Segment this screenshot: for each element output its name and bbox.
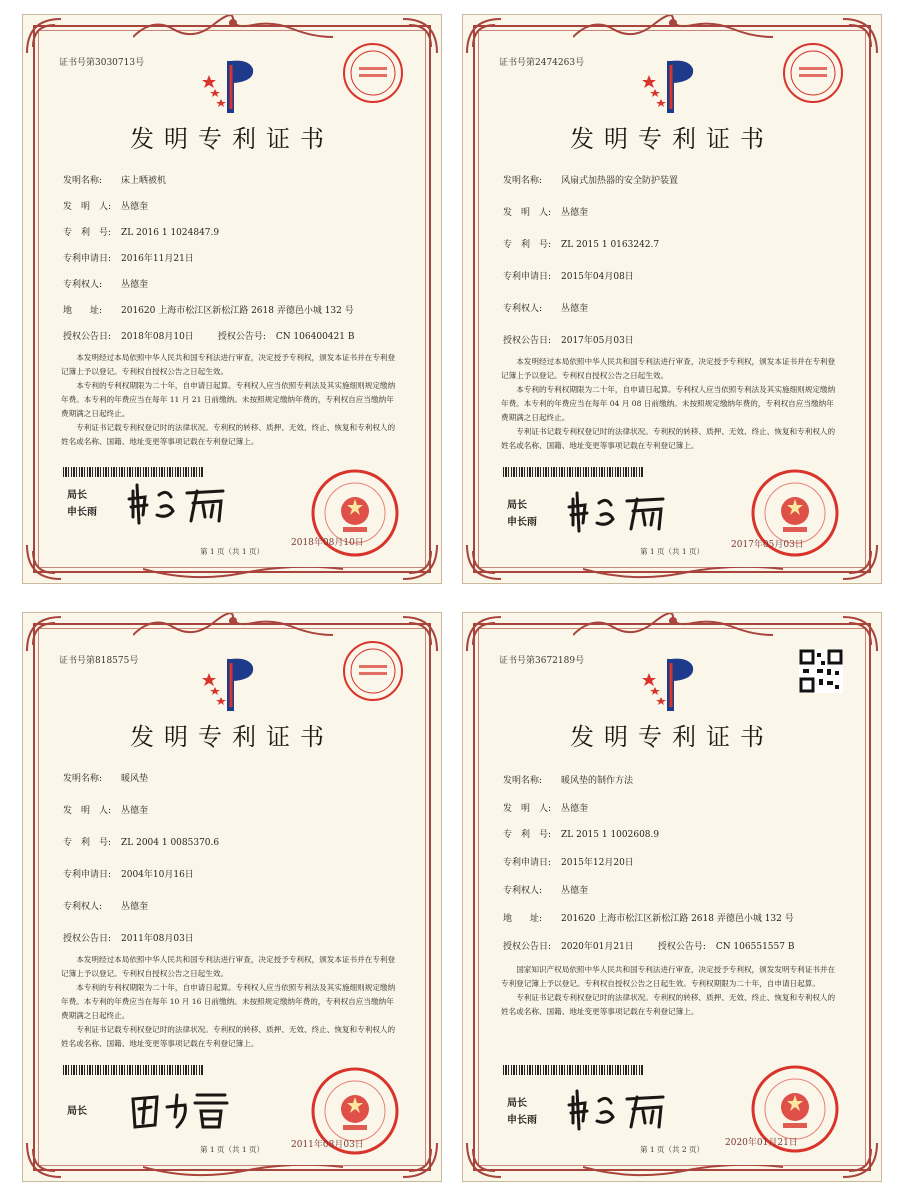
field-label: 授权公告号: bbox=[657, 942, 706, 952]
field-value: CN 106400421 B bbox=[275, 332, 355, 342]
certificate-number: 证书号第818575号 bbox=[59, 656, 139, 666]
patent-holder-row bbox=[63, 277, 148, 290]
field-value: 风扇式加热器的安全防护装置 bbox=[561, 176, 679, 186]
barcode bbox=[503, 467, 643, 477]
field-value: 丛德奎 bbox=[121, 806, 149, 816]
certificate-body bbox=[501, 963, 841, 1019]
patent-holder-row bbox=[503, 301, 588, 314]
body-paragraph: 专利证书记载专利权登记时的法律状况。专利权的转移、质押、无效、终止、恢复和专利权人的姓名或名称、国籍、地址变更等事项记载在专利登记簿上。 bbox=[501, 427, 836, 450]
certificate-number: 证书号第3030713号 bbox=[59, 58, 145, 68]
field-value: 丛德奎 bbox=[561, 208, 589, 218]
field-value: 丛德奎 bbox=[121, 280, 149, 290]
barcode bbox=[63, 467, 203, 477]
field-label: 授权公告日: bbox=[63, 332, 112, 342]
field-value: ZL 2004 1 0085370.6 bbox=[121, 838, 220, 848]
director-signature bbox=[127, 481, 237, 527]
patent-office-logo-icon bbox=[201, 653, 263, 715]
barcode bbox=[503, 1065, 643, 1075]
corner-ornament bbox=[465, 17, 503, 55]
agency-seal-icon bbox=[341, 639, 405, 703]
director-title: 局长 bbox=[67, 490, 87, 501]
corner-ornament bbox=[841, 17, 879, 55]
body-paragraph: 本发明经过本局依照中华人民共和国专利法进行审查，决定授予专利权，颁发本证书并在专利登记簿上予以登记。专利权自授权公告之日起生效。 bbox=[501, 357, 836, 380]
corner-ornament bbox=[401, 17, 439, 55]
certificate-number: 证书号第3672189号 bbox=[499, 656, 585, 666]
grant-date-row bbox=[503, 333, 634, 346]
invention-name-row bbox=[503, 773, 633, 786]
page-number: 第 1 页（共 2 页） bbox=[639, 1145, 705, 1154]
address-row bbox=[63, 303, 354, 316]
field-value: ZL 2015 1 1002608.9 bbox=[561, 830, 660, 840]
patent-number-row bbox=[503, 237, 659, 250]
certificate-number: 证书号第2474263号 bbox=[499, 58, 585, 68]
patent-number-row bbox=[63, 835, 219, 848]
field-label: 专利权人: bbox=[63, 902, 103, 912]
field-label: 专利申请日: bbox=[503, 272, 552, 282]
invention-name-row bbox=[63, 771, 148, 784]
director-signature bbox=[567, 489, 677, 535]
bottom-ornament bbox=[143, 567, 343, 583]
filing-date-row bbox=[503, 855, 634, 868]
field-value: 2011年08月03日 bbox=[121, 934, 194, 944]
patent-certificate-1 bbox=[22, 14, 442, 584]
body-paragraph: 本专利的专利权期限为二十年，自申请日起算。专利权人应当依照专利法及其实施细则规定缴纳年费。本专利的年费应当在每年 10 月 16 日前缴纳。未按照规定缴纳年费的，专利权自应当缴纳年费期满之日起终止。 bbox=[61, 983, 396, 1020]
field-value: ZL 2016 1 1024847.9 bbox=[121, 228, 220, 238]
director-block bbox=[507, 497, 537, 531]
field-label: 授权公告号: bbox=[217, 332, 266, 342]
field-label: 发明名称: bbox=[63, 774, 103, 784]
address-row bbox=[503, 911, 794, 924]
director-name: 申长雨 bbox=[507, 517, 537, 528]
field-label: 专 利 号: bbox=[63, 838, 112, 848]
body-paragraph: 本发明经过本局依照中华人民共和国专利法进行审查，决定授予专利权，颁发本证书并在专利登记簿上予以登记。专利权自授权公告之日起生效。 bbox=[61, 955, 396, 978]
body-paragraph: 本发明经过本局依照中华人民共和国专利法进行审查，决定授予专利权，颁发本证书并在专利登记簿上予以登记。专利权自授权公告之日起生效。 bbox=[61, 353, 396, 376]
body-paragraph: 本专利的专利权期限为二十年，自申请日起算。专利权人应当依照专利法及其实施细则规定缴纳年费。本专利的年费应当在每年 04 月 08 日前缴纳。未按照规定缴纳年费的，专利权自应当缴纳年费期满之日起终止。 bbox=[501, 385, 836, 422]
director-block bbox=[67, 1103, 87, 1120]
field-value: 床上晒被机 bbox=[121, 176, 167, 186]
inventor-row bbox=[63, 199, 148, 212]
director-name: 申长雨 bbox=[67, 507, 97, 518]
certificate-title: 发明专利证书 bbox=[570, 723, 774, 751]
grant-date-row bbox=[63, 931, 194, 944]
bottom-ornament bbox=[143, 1165, 343, 1181]
filing-date-row bbox=[63, 867, 194, 880]
field-label: 专 利 号: bbox=[503, 830, 552, 840]
field-value: 2016年11月21日 bbox=[121, 254, 194, 264]
body-paragraph: 国家知识产权局依照中华人民共和国专利法进行审查，决定授予专利权，颁发发明专利证书并在专利登记簿上予以登记。专利权自授权公告之日起生效。专利权期限为二十年，自申请日起算。 bbox=[501, 965, 836, 988]
director-signature bbox=[127, 1087, 237, 1133]
patent-certificate-4 bbox=[462, 612, 882, 1182]
certificate-body bbox=[501, 355, 841, 453]
field-label: 专 利 号: bbox=[63, 228, 112, 238]
director-title: 局长 bbox=[67, 1106, 87, 1117]
patent-certificate-3 bbox=[22, 612, 442, 1182]
patent-certificate-2 bbox=[462, 14, 882, 584]
body-paragraph: 专利证书记载专利权登记时的法律状况。专利权的转移、质押、无效、终止、恢复和专利权人的姓名或名称、国籍、地址变更等事项记载在专利登记簿上。 bbox=[61, 423, 396, 446]
barcode bbox=[63, 1065, 203, 1075]
agency-seal-icon bbox=[781, 41, 845, 105]
field-label: 发 明 人: bbox=[63, 202, 112, 212]
corner-ornament bbox=[401, 615, 439, 653]
seal-date: 2018年08月10日 bbox=[291, 538, 364, 548]
seal-date: 2011年08月03日 bbox=[291, 1140, 364, 1150]
field-value: 丛德奎 bbox=[561, 804, 589, 814]
corner-ornament bbox=[25, 615, 63, 653]
director-title: 局长 bbox=[507, 500, 527, 511]
patent-number-row bbox=[503, 827, 659, 840]
certificate-title: 发明专利证书 bbox=[130, 125, 334, 153]
field-value: 2018年08月10日 bbox=[121, 332, 194, 342]
filing-date-row bbox=[63, 251, 194, 264]
page-number: 第 1 页（共 1 页） bbox=[199, 1145, 265, 1154]
top-ornament bbox=[133, 15, 333, 39]
top-ornament bbox=[573, 15, 773, 39]
body-paragraph: 专利证书记载专利权登记时的法律状况。专利权的转移、质押、无效、终止、恢复和专利权人的姓名或名称、国籍、地址变更等事项记载在专利登记簿上。 bbox=[61, 1025, 396, 1048]
patent-number-row bbox=[63, 225, 219, 238]
field-label: 发 明 人: bbox=[63, 806, 112, 816]
qr-code-icon bbox=[799, 649, 843, 693]
invention-name-row bbox=[63, 173, 166, 186]
director-block bbox=[67, 487, 97, 521]
field-label: 专利权人: bbox=[503, 886, 543, 896]
field-value: CN 106551557 B bbox=[715, 942, 795, 952]
field-value: 丛德奎 bbox=[561, 304, 589, 314]
page-number: 第 1 页（共 1 页） bbox=[199, 547, 265, 556]
certificate-title: 发明专利证书 bbox=[130, 723, 334, 751]
field-value: ZL 2015 1 0163242.7 bbox=[561, 240, 660, 250]
field-label: 专利申请日: bbox=[503, 858, 552, 868]
seal-date: 2017年05月03日 bbox=[731, 540, 804, 550]
corner-ornament bbox=[25, 17, 63, 55]
field-value: 201620 上海市松江区新松江路 2618 弄德邑小城 132 号 bbox=[121, 306, 354, 316]
field-label: 发明名称: bbox=[503, 776, 543, 786]
certificate-body bbox=[61, 351, 401, 449]
agency-seal-icon bbox=[341, 41, 405, 105]
filing-date-row bbox=[503, 269, 634, 282]
field-label: 授权公告日: bbox=[503, 336, 552, 346]
field-value: 2020年01月21日 bbox=[561, 942, 634, 952]
inventor-row bbox=[503, 205, 588, 218]
patent-holder-row bbox=[63, 899, 148, 912]
patent-holder-row bbox=[503, 883, 588, 896]
inventor-row bbox=[63, 803, 148, 816]
patent-office-logo-icon bbox=[641, 653, 703, 715]
grant-date-row bbox=[503, 939, 794, 952]
field-label: 专利申请日: bbox=[63, 254, 112, 264]
seal-date: 2020年01月21日 bbox=[725, 1138, 798, 1148]
body-paragraph: 专利证书记载专利权登记时的法律状况。专利权的转移、质押、无效、终止、恢复和专利权人的姓名或名称、国籍、地址变更等事项记载在专利登记簿上。 bbox=[501, 993, 836, 1016]
grant-date-row bbox=[63, 329, 354, 342]
field-label: 地 址: bbox=[503, 914, 543, 924]
field-value: 2015年04月08日 bbox=[561, 272, 634, 282]
director-block bbox=[507, 1095, 537, 1129]
inventor-row bbox=[503, 801, 588, 814]
page-number: 第 1 页（共 1 页） bbox=[639, 547, 705, 556]
field-value: 201620 上海市松江区新松江路 2618 弄德邑小城 132 号 bbox=[561, 914, 794, 924]
patent-office-logo-icon bbox=[201, 55, 263, 117]
field-label: 专利申请日: bbox=[63, 870, 112, 880]
invention-name-row bbox=[503, 173, 678, 186]
bottom-ornament bbox=[583, 567, 783, 583]
field-label: 授权公告日: bbox=[503, 942, 552, 952]
bottom-ornament bbox=[583, 1165, 783, 1181]
field-value: 2015年12月20日 bbox=[561, 858, 634, 868]
corner-ornament bbox=[465, 615, 503, 653]
field-label: 授权公告日: bbox=[63, 934, 112, 944]
top-ornament bbox=[133, 613, 333, 637]
certificate-title: 发明专利证书 bbox=[570, 125, 774, 153]
field-label: 专利权人: bbox=[63, 280, 103, 290]
field-value: 暖风垫 bbox=[121, 774, 149, 784]
top-ornament bbox=[573, 613, 773, 637]
patent-office-logo-icon bbox=[641, 55, 703, 117]
body-paragraph: 本专利的专利权期限为二十年，自申请日起算。专利权人应当依照专利法及其实施细则规定缴纳年费。本专利的年费应当在每年 11 月 21 日前缴纳。未按照规定缴纳年费的，专利权自应当缴纳年费期满之日起终止。 bbox=[61, 381, 396, 418]
field-value: 2017年05月03日 bbox=[561, 336, 634, 346]
director-name: 申长雨 bbox=[507, 1115, 537, 1126]
field-label: 发 明 人: bbox=[503, 804, 552, 814]
director-title: 局长 bbox=[507, 1098, 527, 1109]
field-label: 专利权人: bbox=[503, 304, 543, 314]
field-label: 地 址: bbox=[63, 306, 103, 316]
certificate-body bbox=[61, 953, 401, 1051]
field-value: 丛德奎 bbox=[121, 902, 149, 912]
field-value: 丛德奎 bbox=[121, 202, 149, 212]
field-value: 2004年10月16日 bbox=[121, 870, 194, 880]
field-value: 丛德奎 bbox=[561, 886, 589, 896]
field-label: 发明名称: bbox=[63, 176, 103, 186]
field-value: 暖风垫的制作方法 bbox=[561, 776, 634, 786]
field-label: 专 利 号: bbox=[503, 240, 552, 250]
field-label: 发明名称: bbox=[503, 176, 543, 186]
director-signature bbox=[567, 1087, 677, 1133]
corner-ornament bbox=[841, 615, 879, 653]
field-label: 发 明 人: bbox=[503, 208, 552, 218]
